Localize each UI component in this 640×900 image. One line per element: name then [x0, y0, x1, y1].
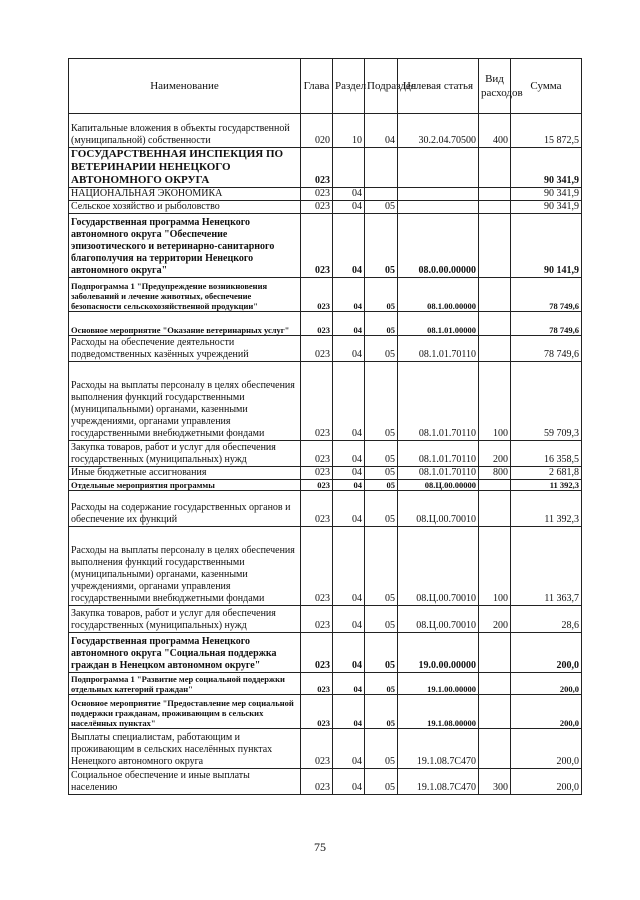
row-razdel: 04	[333, 214, 365, 278]
row-name: Закупка товаров, работ и услуг для обеспечения государственных (муниципальных) нужд	[69, 441, 301, 467]
budget-table	[68, 58, 582, 795]
header-razdel: Раздел	[333, 59, 365, 114]
page-number: 75	[314, 840, 326, 854]
row-razdel: 04	[333, 673, 365, 695]
row-vid: 800	[479, 467, 511, 480]
row-razdel: 04	[333, 606, 365, 633]
row-razdel: 04	[333, 695, 365, 729]
row-target: 30.2.04.70500	[398, 114, 479, 148]
row-glava: 023	[301, 201, 333, 214]
row-name: НАЦИОНАЛЬНАЯ ЭКОНОМИКА	[69, 188, 301, 201]
row-name: Расходы на обеспечение деятельности подведомственных казённых учреждений	[69, 336, 301, 362]
row-vid	[479, 214, 511, 278]
row-target: 08.1.01.70110	[398, 441, 479, 467]
table-row	[69, 695, 582, 729]
row-vid	[479, 312, 511, 336]
row-vid: 400	[479, 114, 511, 148]
row-vid	[479, 480, 511, 491]
table-row	[69, 362, 582, 441]
row-sum: 200,0	[511, 729, 582, 769]
row-razdel: 04	[333, 362, 365, 441]
row-name: Расходы на выплаты персоналу в целях обеспечения выполнения функций государственными (муниципальными) органами, казенными учреждениями, органами управления государственными внебюджетными фондами	[69, 362, 301, 441]
row-podrazdel: 05	[365, 201, 398, 214]
table-row	[69, 480, 582, 491]
row-razdel: 04	[333, 312, 365, 336]
row-vid: 200	[479, 441, 511, 467]
row-glava: 023	[301, 491, 333, 527]
row-vid	[479, 188, 511, 201]
row-name: Государственная программа Ненецкого автономного округа "Социальная поддержка граждан в Ненецком автономном округе"	[69, 633, 301, 673]
row-name: Расходы на содержание государственных органов и обеспечение их функций	[69, 491, 301, 527]
row-sum: 11 392,3	[511, 491, 582, 527]
row-sum: 28,6	[511, 606, 582, 633]
row-sum: 200,0	[511, 769, 582, 795]
row-vid	[479, 729, 511, 769]
row-podrazdel: 05	[365, 336, 398, 362]
row-glava: 020	[301, 114, 333, 148]
row-glava: 023	[301, 695, 333, 729]
row-sum: 2 681,8	[511, 467, 582, 480]
table-row	[69, 201, 582, 214]
row-name: Подпрограмма 1 "Предупреждение возникновения заболеваний и лечение животных, обеспечение безопасности сельскохозяйственной продукции"	[69, 278, 301, 312]
table-row	[69, 278, 582, 312]
row-name: Отдельные мероприятия программы	[69, 480, 301, 491]
row-glava: 023	[301, 633, 333, 673]
row-podrazdel: 05	[365, 312, 398, 336]
header-name: Наименование	[69, 59, 301, 114]
row-name: ГОСУДАРСТВЕННАЯ ИНСПЕКЦИЯ ПО ВЕТЕРИНАРИИ НЕНЕЦКОГО АВТОНОМНОГО ОКРУГА	[69, 148, 301, 188]
row-target: 08.1.00.00000	[398, 278, 479, 312]
row-vid	[479, 695, 511, 729]
row-podrazdel: 05	[365, 491, 398, 527]
row-razdel: 04	[333, 441, 365, 467]
row-sum: 90 341,9	[511, 188, 582, 201]
row-target: 08.0.00.00000	[398, 214, 479, 278]
row-name: Выплаты специалистам, работающим и проживающим в сельских населённых пунктах Ненецкого автономного округа	[69, 729, 301, 769]
row-name: Иные бюджетные ассигнования	[69, 467, 301, 480]
row-podrazdel: 05	[365, 606, 398, 633]
row-podrazdel: 05	[365, 673, 398, 695]
row-target	[398, 188, 479, 201]
row-sum: 200,0	[511, 673, 582, 695]
row-name: Социальное обеспечение и иные выплаты населению	[69, 769, 301, 795]
row-target: 08.1.01.70110	[398, 336, 479, 362]
row-vid: 200	[479, 606, 511, 633]
table-row	[69, 491, 582, 527]
row-podrazdel: 05	[365, 729, 398, 769]
table-row	[69, 148, 582, 188]
row-target	[398, 148, 479, 188]
row-podrazdel: 05	[365, 769, 398, 795]
table-row	[69, 336, 582, 362]
row-podrazdel: 05	[365, 214, 398, 278]
row-sum: 15 872,5	[511, 114, 582, 148]
row-vid: 100	[479, 362, 511, 441]
table-row	[69, 633, 582, 673]
row-target: 08.1.01.00000	[398, 312, 479, 336]
row-podrazdel: 05	[365, 480, 398, 491]
row-sum: 90 341,9	[511, 201, 582, 214]
table-row	[69, 114, 582, 148]
table-row	[69, 606, 582, 633]
row-vid: 100	[479, 527, 511, 606]
row-sum: 16 358,5	[511, 441, 582, 467]
row-glava: 023	[301, 214, 333, 278]
row-razdel: 04	[333, 491, 365, 527]
row-glava: 023	[301, 527, 333, 606]
row-razdel: 04	[333, 527, 365, 606]
row-sum: 78 749,6	[511, 312, 582, 336]
row-sum: 11 392,3	[511, 480, 582, 491]
row-glava: 023	[301, 606, 333, 633]
row-glava: 023	[301, 467, 333, 480]
table-row	[69, 527, 582, 606]
row-razdel: 04	[333, 467, 365, 480]
row-name: Основное мероприятие "Предоставление мер социальной поддержки гражданам, проживающим в сельских населённых пунктах"	[69, 695, 301, 729]
row-sum: 78 749,6	[511, 278, 582, 312]
row-vid	[479, 633, 511, 673]
row-glava: 023	[301, 441, 333, 467]
row-sum: 78 749,6	[511, 336, 582, 362]
header-row	[69, 59, 582, 114]
row-glava: 023	[301, 480, 333, 491]
row-glava: 023	[301, 673, 333, 695]
row-target: 19.0.00.00000	[398, 633, 479, 673]
row-name: Подпрограмма 1 "Развитие мер социальной поддержки отдельных категорий граждан"	[69, 673, 301, 695]
row-target: 19.1.08.7С470	[398, 729, 479, 769]
row-podrazdel: 05	[365, 695, 398, 729]
row-target: 08.Ц.00.70010	[398, 606, 479, 633]
row-glava: 023	[301, 336, 333, 362]
row-podrazdel	[365, 148, 398, 188]
row-razdel: 04	[333, 633, 365, 673]
row-glava: 023	[301, 769, 333, 795]
row-vid	[479, 148, 511, 188]
row-name: Сельское хозяйство и рыболовство	[69, 201, 301, 214]
row-target: 19.1.00.00000	[398, 673, 479, 695]
row-razdel	[333, 148, 365, 188]
row-name: Основное мероприятие "Оказание ветеринарных услуг"	[69, 312, 301, 336]
row-glava: 023	[301, 148, 333, 188]
row-glava: 023	[301, 278, 333, 312]
row-sum: 11 363,7	[511, 527, 582, 606]
row-sum: 59 709,3	[511, 362, 582, 441]
row-podrazdel: 05	[365, 441, 398, 467]
row-vid	[479, 201, 511, 214]
row-podrazdel: 05	[365, 633, 398, 673]
header-target: Целевая статья	[398, 59, 479, 114]
row-name: Закупка товаров, работ и услуг для обеспечения государственных (муниципальных) нужд	[69, 606, 301, 633]
row-glava: 023	[301, 312, 333, 336]
table-row	[69, 214, 582, 278]
row-sum: 200,0	[511, 695, 582, 729]
row-sum: 200,0	[511, 633, 582, 673]
row-target: 08.1.01.70110	[398, 467, 479, 480]
row-sum: 90 341,9	[511, 148, 582, 188]
row-podrazdel: 05	[365, 467, 398, 480]
header-sum: Сумма	[511, 59, 582, 114]
row-vid	[479, 491, 511, 527]
row-name: Капитальные вложения в объекты государственной (муниципальной) собственности	[69, 114, 301, 148]
row-name: Расходы на выплаты персоналу в целях обеспечения выполнения функций государственными (муниципальными) органами, казенными учреждениями, органами управления государственными внебюджетными фондами	[69, 527, 301, 606]
row-podrazdel: 05	[365, 527, 398, 606]
row-vid: 300	[479, 769, 511, 795]
row-razdel: 04	[333, 278, 365, 312]
header-glava: Глава	[301, 59, 333, 114]
table-row	[69, 188, 582, 201]
row-vid	[479, 278, 511, 312]
row-razdel: 04	[333, 188, 365, 201]
row-vid	[479, 336, 511, 362]
row-razdel: 04	[333, 336, 365, 362]
row-razdel: 04	[333, 201, 365, 214]
row-vid	[479, 673, 511, 695]
row-sum: 90 141,9	[511, 214, 582, 278]
header-podrazdel: Подраздел	[365, 59, 398, 114]
row-glava: 023	[301, 362, 333, 441]
row-target: 08.Ц.00.70010	[398, 491, 479, 527]
row-podrazdel: 04	[365, 114, 398, 148]
row-razdel: 04	[333, 480, 365, 491]
row-target: 19.1.08.7С470	[398, 769, 479, 795]
row-razdel: 04	[333, 729, 365, 769]
table-row	[69, 673, 582, 695]
table-row	[69, 467, 582, 480]
table-row	[69, 769, 582, 795]
row-name: Государственная программа Ненецкого автономного округа "Обеспечение эпизоотического и ветеринарно-санитарного благополучия на территории Ненецкого автономного округа"	[69, 214, 301, 278]
row-target: 19.1.08.00000	[398, 695, 479, 729]
row-razdel: 04	[333, 769, 365, 795]
row-glava: 023	[301, 188, 333, 201]
table-row	[69, 729, 582, 769]
row-razdel: 10	[333, 114, 365, 148]
row-podrazdel: 05	[365, 362, 398, 441]
row-glava: 023	[301, 729, 333, 769]
row-podrazdel: 05	[365, 278, 398, 312]
row-target: 08.Ц.00.00000	[398, 480, 479, 491]
row-target	[398, 201, 479, 214]
row-target: 08.Ц.00.70010	[398, 527, 479, 606]
row-podrazdel	[365, 188, 398, 201]
table-row	[69, 441, 582, 467]
table-row	[69, 312, 582, 336]
header-vid: Вид расходов	[479, 59, 511, 114]
row-target: 08.1.01.70110	[398, 362, 479, 441]
